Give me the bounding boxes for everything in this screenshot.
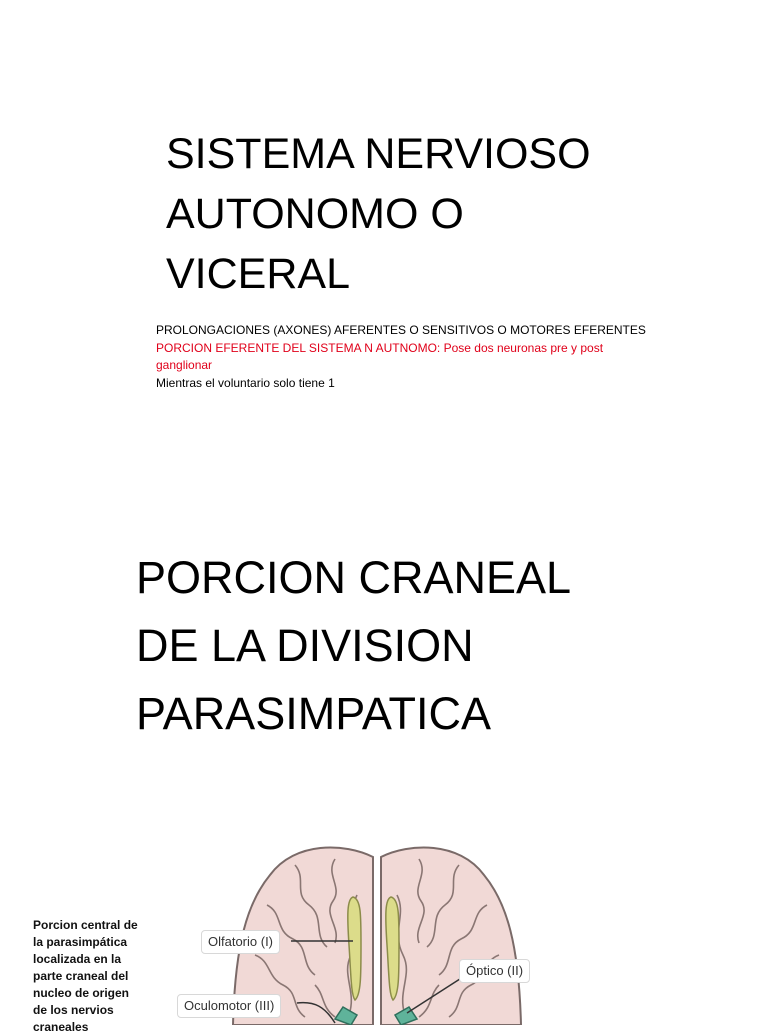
body-line-axones: PROLONGACIONES (AXONES) AFERENTES O SENSITIVOS O MOTORES EFERENTES xyxy=(156,323,646,337)
body-line-voluntario: Mientras el voluntario solo tiene 1 xyxy=(156,375,335,390)
slide-2 xyxy=(0,500,768,1034)
slide-1-title xyxy=(166,124,726,304)
label-oculomotor: Oculomotor (III) xyxy=(177,994,281,1018)
slide-2-title xyxy=(136,544,736,748)
brain-diagram xyxy=(175,835,595,1025)
title-line: DE LA DIVISION xyxy=(136,620,474,671)
body-line-eferente: PORCION EFERENTE DEL SISTEMA N AUTNOMO: Pose dos neuronas pre y post ganglionar xyxy=(156,340,604,372)
title-line: AUTONOMO O xyxy=(166,190,464,238)
title-line: PARASIMPATICA xyxy=(136,688,492,739)
label-olfatorio: Olfatorio (I) xyxy=(201,930,280,954)
title-line: VICERAL xyxy=(166,250,351,298)
label-optico: Óptico (II) xyxy=(459,959,530,983)
side-description: Porcion central de la parasimpática localizada en la parte craneal del nucleo de origen de los nervios craneales xyxy=(33,918,138,1034)
title-line: SISTEMA NERVIOSO xyxy=(166,130,591,178)
title-line: PORCION CRANEAL xyxy=(136,552,572,603)
slide-1-body xyxy=(156,322,656,392)
slide-1 xyxy=(0,0,768,500)
